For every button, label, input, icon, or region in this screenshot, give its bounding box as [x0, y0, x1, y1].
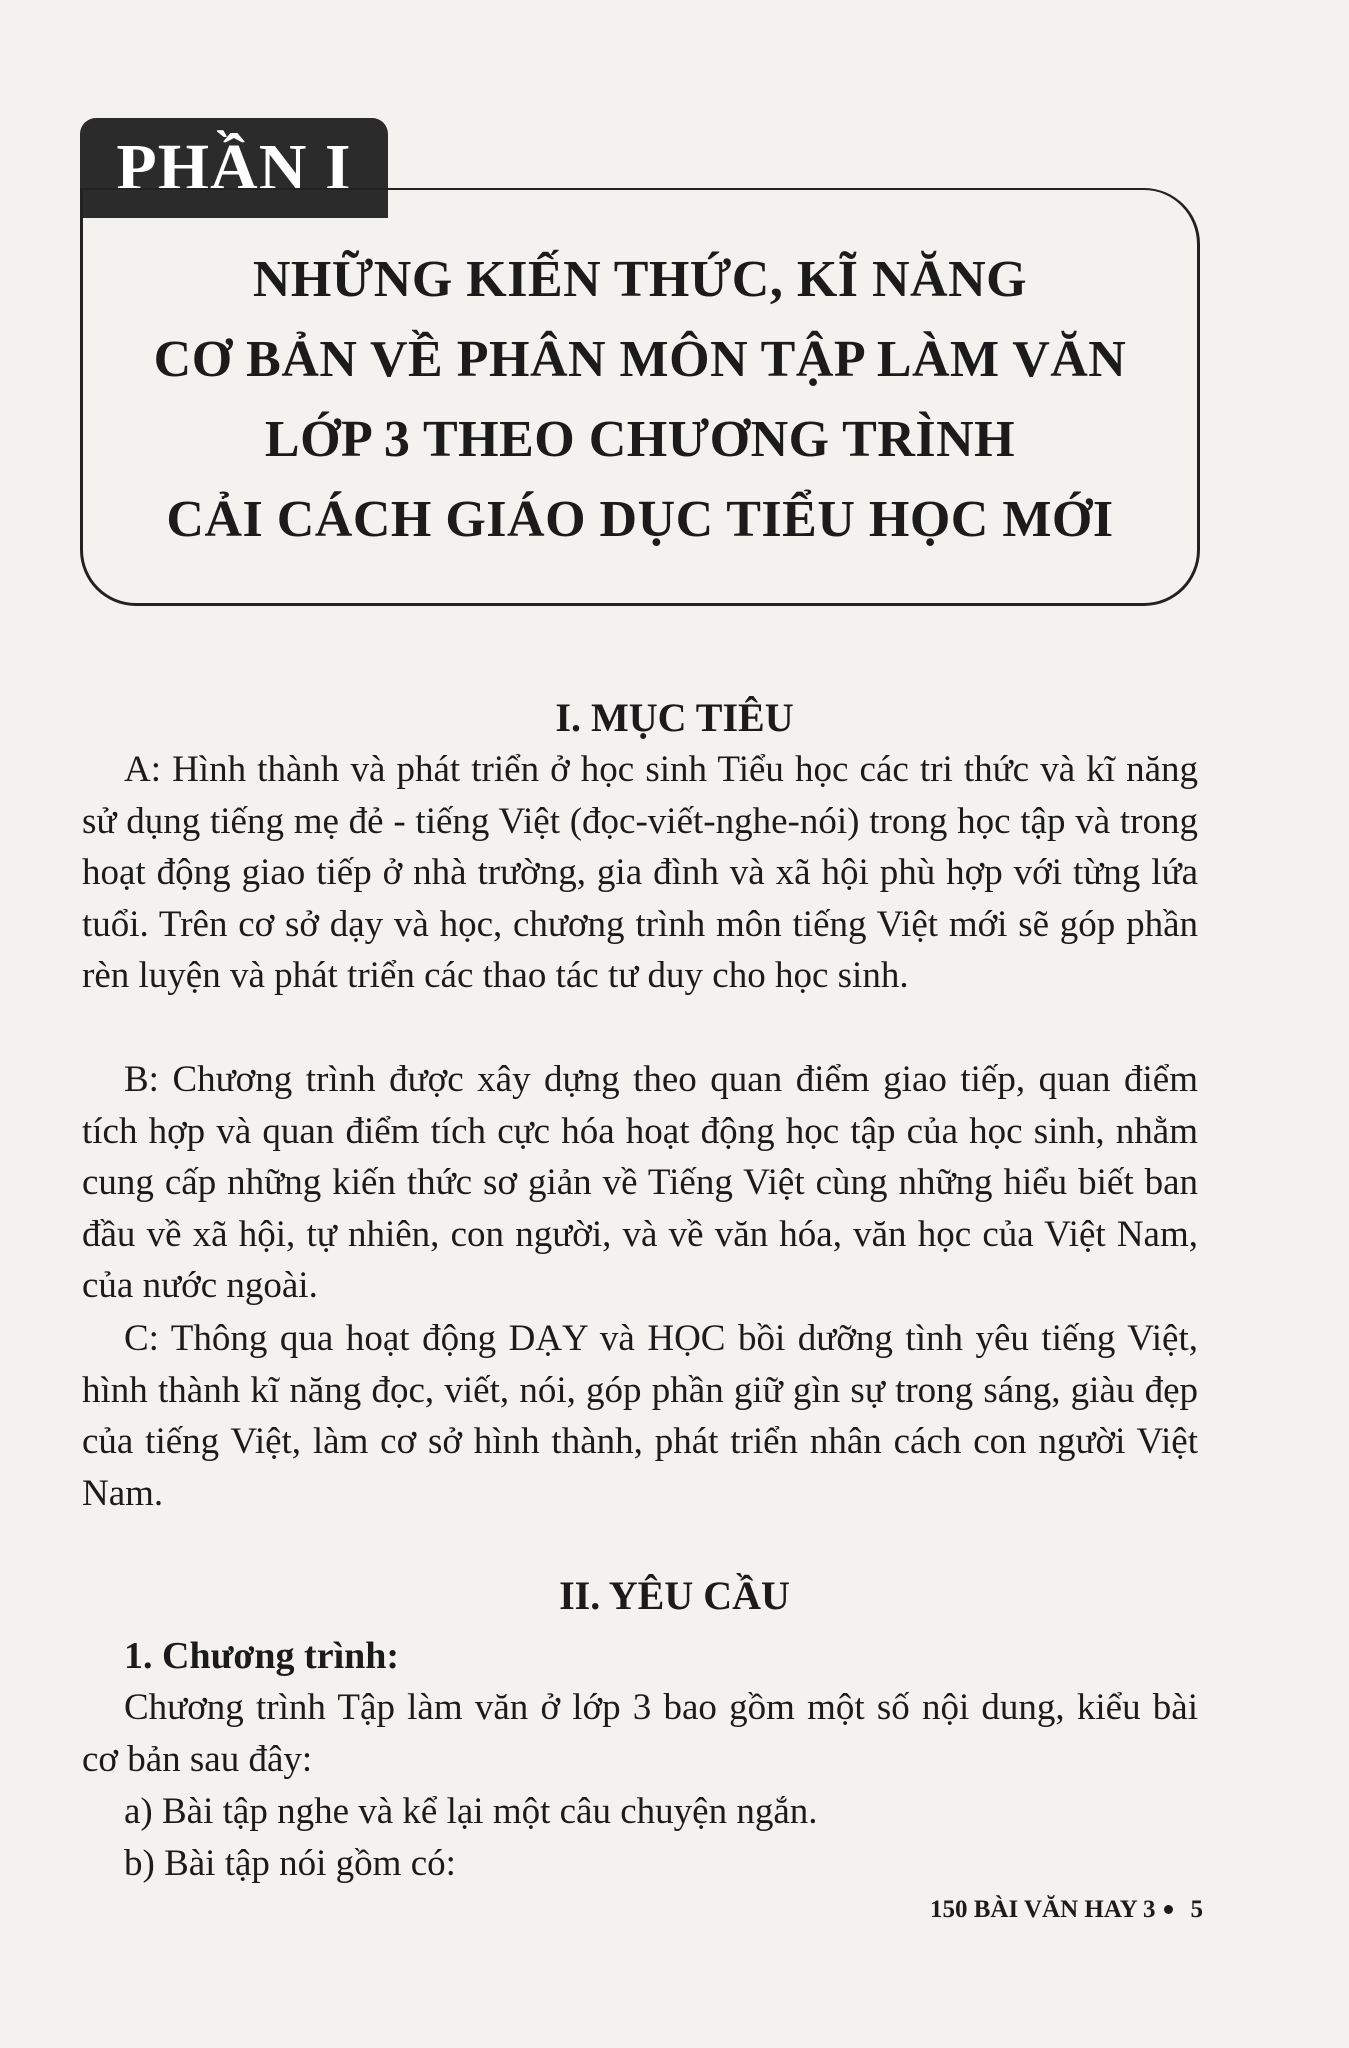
paragraph-a: A: Hình thành và phát triển ở học sinh Tiểu học các tri thức và kĩ năng sử dụng tiếng mẹ đẻ - tiếng Việt (đọc-viết-nghe-nói) trong học tập và trong hoạt động giao tiếp ở nhà trường, gia đình và xã hội phù hợp với từng lứa tuổi. Trên cơ sở dạy và học, chương trình môn tiếng Việt mới sẽ góp phần rèn luyện và phát triển các thao tác tư duy cho học sinh.: [82, 749, 1198, 996]
chapter-title: [80, 240, 1200, 560]
list-item: a) Bài tập nghe và kể lại một câu chuyện ngắn.: [124, 1791, 818, 1832]
paragraph-intro: Chương trình Tập làm văn ở lớp 3 bao gồm một số nội dung, kiểu bài cơ bản sau đây:: [82, 1687, 1198, 1780]
page-footer: [930, 1896, 1203, 1924]
paragraph-c: C: Thông qua hoạt động DẠY và HỌC bồi dưỡng tình yêu tiếng Việt, hình thành kĩ năng đọc, viết, nói, góp phần giữ gìn sự trong sáng, giàu đẹp của tiếng Việt, làm cơ sở hình thành, phát triển nhân cách con người Việt Nam.: [82, 1318, 1198, 1514]
section-heading-muc-tieu: I. MỤC TIÊU: [555, 695, 794, 740]
list-item: b) Bài tập nói gồm có:: [124, 1843, 456, 1884]
section-heading-yeu-cau: II. YÊU CẦU: [559, 1573, 790, 1618]
page-number: 5: [1190, 1896, 1203, 1923]
part-label: PHẦN I: [80, 118, 388, 218]
subheading-chuong-trinh: 1. Chương trình:: [124, 1635, 400, 1677]
title-line: LỚP 3 THEO CHƯƠNG TRÌNH: [264, 411, 1016, 468]
title-line: CẢI CÁCH GIÁO DỤC TIỂU HỌC MỚI: [166, 491, 1114, 548]
paragraph-b: B: Chương trình được xây dựng theo quan điểm giao tiếp, quan điểm tích hợp và quan điểm tích cực hóa hoạt động học tập của học sinh, nhằm cung cấp những kiến thức sơ giản về Tiếng Việt cùng những hiểu biết ban đầu về xã hội, tự nhiên, con người, và về văn hóa, văn học của Việt Nam, của nước ngoài.: [82, 1059, 1198, 1306]
title-line: CƠ BẢN VỀ PHÂN MÔN TẬP LÀM VĂN: [153, 331, 1127, 388]
bullet-icon: [1164, 1905, 1173, 1914]
title-line: NHỮNG KIẾN THỨC, KĨ NĂNG: [252, 251, 1028, 308]
book-title: 150 BÀI VĂN HAY 3: [929, 1896, 1156, 1923]
